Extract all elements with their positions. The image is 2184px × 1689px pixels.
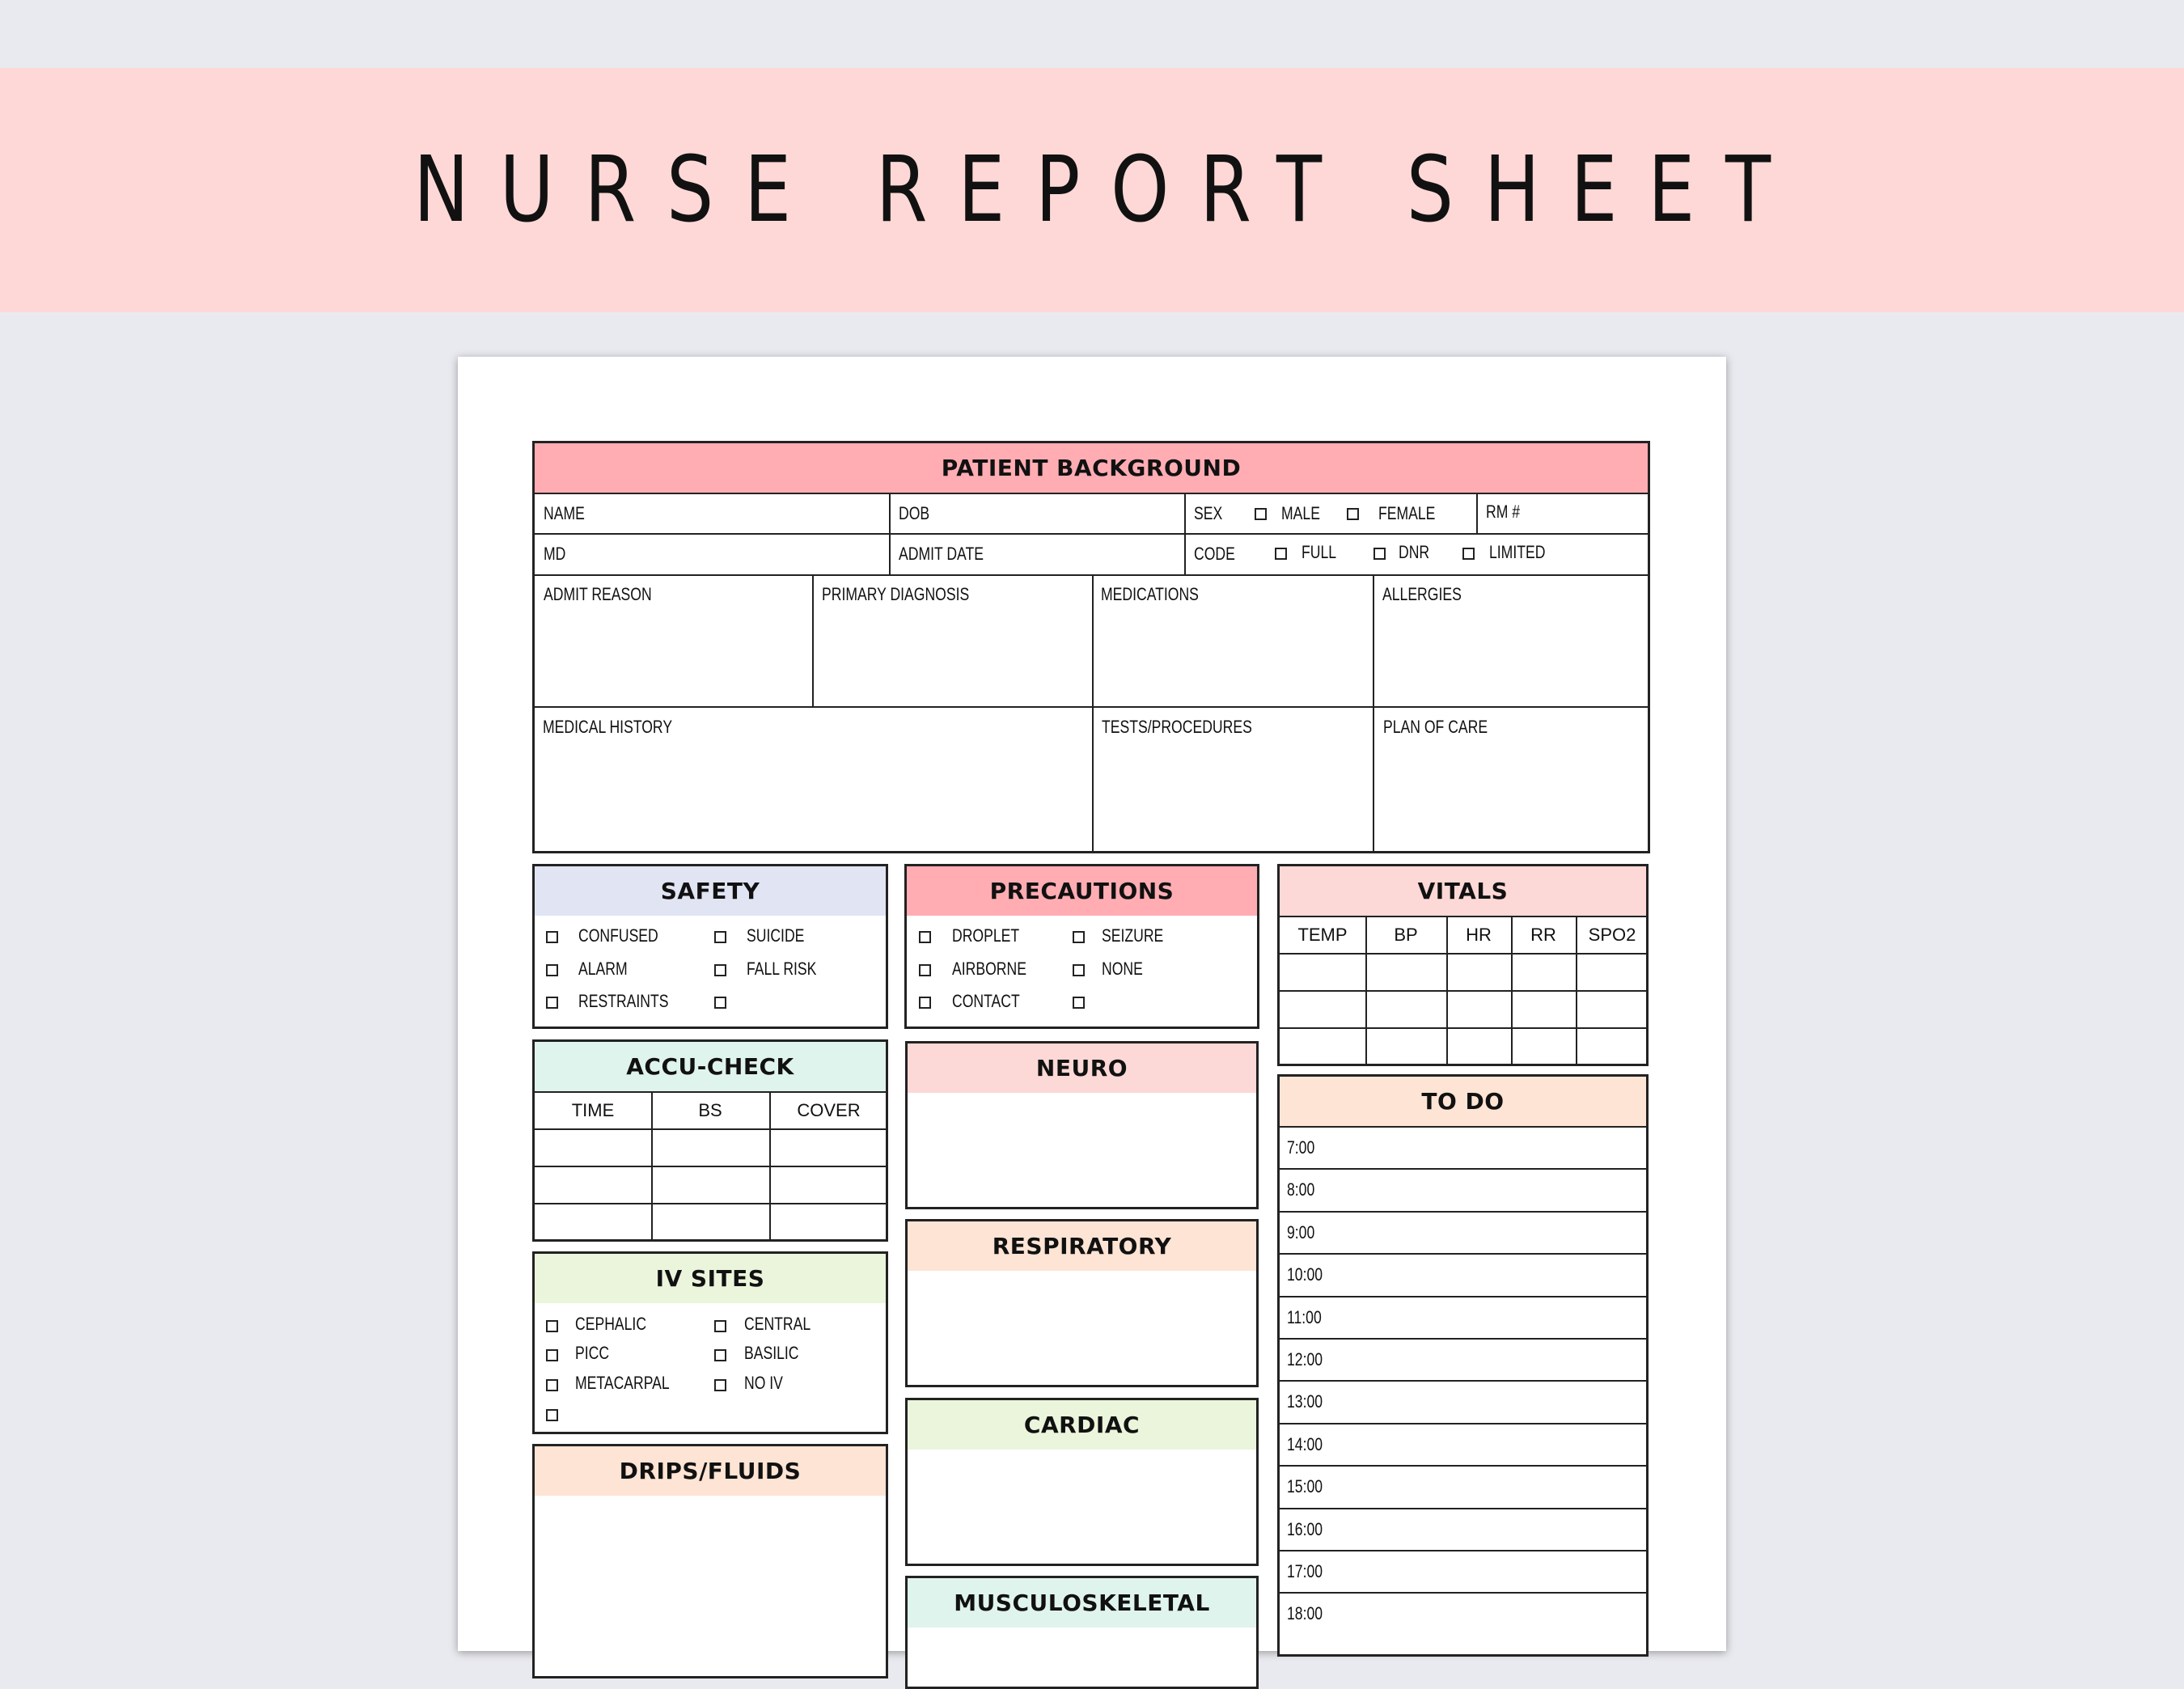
sex-label: SEX bbox=[1194, 503, 1223, 523]
accu-check-section bbox=[532, 1039, 888, 1242]
metacarpal-label: METACARPAL bbox=[575, 1373, 670, 1393]
none-checkbox[interactable] bbox=[1073, 964, 1085, 976]
todo-time-row[interactable]: 10:00 bbox=[1287, 1264, 1323, 1285]
airborne-checkbox[interactable] bbox=[919, 964, 931, 976]
todo-time-row[interactable]: 9:00 bbox=[1287, 1221, 1315, 1242]
todo-time-row[interactable]: 12:00 bbox=[1287, 1349, 1323, 1369]
safety-section bbox=[532, 864, 888, 1029]
drips-fluids-header: DRIPS/FLUIDS bbox=[535, 1446, 886, 1496]
basilic-label: BASILIC bbox=[744, 1343, 799, 1363]
dob-field[interactable]: DOB bbox=[899, 503, 930, 523]
todo-section bbox=[1277, 1074, 1649, 1657]
picc-checkbox[interactable] bbox=[546, 1349, 558, 1361]
respiratory-section bbox=[905, 1219, 1259, 1387]
neuro-header: NEURO bbox=[908, 1043, 1256, 1093]
accu-col-time: TIME bbox=[571, 1100, 615, 1120]
female-checkbox[interactable] bbox=[1347, 508, 1359, 520]
confused-label: CONFUSED bbox=[578, 925, 658, 946]
report-sheet bbox=[458, 357, 1726, 1651]
tests-procedures-field[interactable]: TESTS/PROCEDURES bbox=[1102, 717, 1252, 737]
safety-header: SAFETY bbox=[535, 866, 886, 916]
respiratory-header: RESPIRATORY bbox=[908, 1221, 1256, 1271]
md-field[interactable]: MD bbox=[544, 544, 566, 564]
precautions-header: PRECAUTIONS bbox=[907, 866, 1257, 916]
suicide-label: SUICIDE bbox=[747, 925, 805, 946]
restraints-checkbox[interactable] bbox=[546, 997, 558, 1009]
male-label: MALE bbox=[1281, 503, 1320, 523]
accu-col-bs: BS bbox=[698, 1100, 722, 1120]
contact-label: CONTACT bbox=[952, 991, 1020, 1011]
full-label: FULL bbox=[1302, 542, 1337, 562]
todo-header: TO DO bbox=[1280, 1077, 1646, 1126]
accu-col-cover: COVER bbox=[797, 1100, 861, 1120]
seizure-label: SEIZURE bbox=[1102, 925, 1164, 946]
page-title: NURSE REPORT SHEET bbox=[413, 138, 1801, 243]
code-label: CODE bbox=[1194, 544, 1235, 564]
cardiac-section bbox=[905, 1398, 1259, 1566]
restraints-label: RESTRAINTS bbox=[578, 991, 669, 1011]
basilic-checkbox[interactable] bbox=[714, 1349, 726, 1361]
todo-time-row[interactable]: 14:00 bbox=[1287, 1433, 1323, 1454]
dnr-label: DNR bbox=[1399, 542, 1430, 562]
alarm-checkbox[interactable] bbox=[546, 964, 558, 976]
seizure-checkbox[interactable] bbox=[1073, 931, 1085, 943]
vitals-section bbox=[1277, 864, 1649, 1066]
picc-label: PICC bbox=[575, 1343, 610, 1363]
plan-of-care-field[interactable]: PLAN OF CARE bbox=[1383, 717, 1488, 737]
vitals-col-hr: HR bbox=[1466, 925, 1492, 945]
todo-time-row[interactable]: 13:00 bbox=[1287, 1391, 1323, 1412]
primary-diagnosis-field[interactable]: PRIMARY DIAGNOSIS bbox=[822, 584, 970, 604]
rm-field[interactable]: RM # bbox=[1486, 502, 1521, 522]
medications-field[interactable]: MEDICATIONS bbox=[1101, 584, 1199, 604]
no-iv-checkbox[interactable] bbox=[714, 1379, 726, 1391]
todo-time-row[interactable]: 18:00 bbox=[1287, 1603, 1323, 1624]
limited-label: LIMITED bbox=[1489, 542, 1546, 562]
vitals-col-rr: RR bbox=[1530, 925, 1556, 945]
full-checkbox[interactable] bbox=[1275, 548, 1287, 560]
todo-time-row[interactable]: 8:00 bbox=[1287, 1179, 1315, 1200]
metacarpal-checkbox[interactable] bbox=[546, 1379, 558, 1391]
musculoskeletal-header: MUSCULOSKELETAL bbox=[908, 1578, 1256, 1628]
cephalic-label: CEPHALIC bbox=[575, 1314, 647, 1334]
dnr-checkbox[interactable] bbox=[1373, 548, 1386, 560]
admit-date-field[interactable]: ADMIT DATE bbox=[899, 544, 984, 564]
limited-checkbox[interactable] bbox=[1462, 548, 1475, 560]
safety-other-checkbox[interactable] bbox=[714, 997, 726, 1009]
alarm-label: ALARM bbox=[578, 959, 628, 979]
droplet-label: DROPLET bbox=[952, 925, 1020, 946]
accu-check-header: ACCU-CHECK bbox=[535, 1042, 886, 1091]
female-label: FEMALE bbox=[1378, 503, 1436, 523]
todo-time-row[interactable]: 7:00 bbox=[1287, 1137, 1315, 1158]
fall-risk-checkbox[interactable] bbox=[714, 964, 726, 976]
no-iv-label: NO IV bbox=[744, 1373, 783, 1393]
precautions-other-checkbox[interactable] bbox=[1073, 997, 1085, 1009]
patient-background-header: PATIENT BACKGROUND bbox=[535, 443, 1648, 493]
iv-sites-section bbox=[532, 1251, 888, 1434]
title-banner bbox=[0, 68, 2184, 312]
suicide-checkbox[interactable] bbox=[714, 931, 726, 943]
musculoskeletal-section bbox=[905, 1576, 1259, 1689]
vitals-col-bp: BP bbox=[1394, 925, 1418, 945]
central-checkbox[interactable] bbox=[714, 1320, 726, 1332]
neuro-section bbox=[905, 1041, 1259, 1209]
vitals-col-temp: TEMP bbox=[1297, 925, 1348, 945]
precautions-section bbox=[904, 864, 1259, 1029]
fall-risk-label: FALL RISK bbox=[747, 959, 817, 979]
todo-time-row[interactable]: 11:00 bbox=[1287, 1306, 1322, 1327]
droplet-checkbox[interactable] bbox=[919, 931, 931, 943]
patient-background-section bbox=[532, 441, 1650, 853]
medical-history-field[interactable]: MEDICAL HISTORY bbox=[543, 717, 673, 737]
drips-fluids-section bbox=[532, 1444, 888, 1678]
cephalic-checkbox[interactable] bbox=[546, 1320, 558, 1332]
admit-reason-field[interactable]: ADMIT REASON bbox=[544, 584, 652, 604]
iv-other-checkbox[interactable] bbox=[546, 1409, 558, 1421]
male-checkbox[interactable] bbox=[1255, 508, 1267, 520]
airborne-label: AIRBORNE bbox=[952, 959, 1026, 979]
todo-time-row[interactable]: 17:00 bbox=[1287, 1561, 1323, 1581]
central-label: CENTRAL bbox=[744, 1314, 811, 1334]
todo-time-row[interactable]: 16:00 bbox=[1287, 1518, 1323, 1539]
none-label: NONE bbox=[1102, 959, 1143, 979]
todo-time-row[interactable]: 15:00 bbox=[1287, 1476, 1323, 1497]
confused-checkbox[interactable] bbox=[546, 931, 558, 943]
vitals-header: VITALS bbox=[1280, 866, 1646, 916]
cardiac-header: CARDIAC bbox=[908, 1400, 1256, 1450]
iv-sites-header: IV SITES bbox=[535, 1254, 886, 1303]
name-field[interactable]: NAME bbox=[544, 503, 585, 523]
vitals-col-spo2: SPO2 bbox=[1588, 925, 1636, 945]
allergies-field[interactable]: ALLERGIES bbox=[1382, 584, 1462, 604]
contact-checkbox[interactable] bbox=[919, 997, 931, 1009]
